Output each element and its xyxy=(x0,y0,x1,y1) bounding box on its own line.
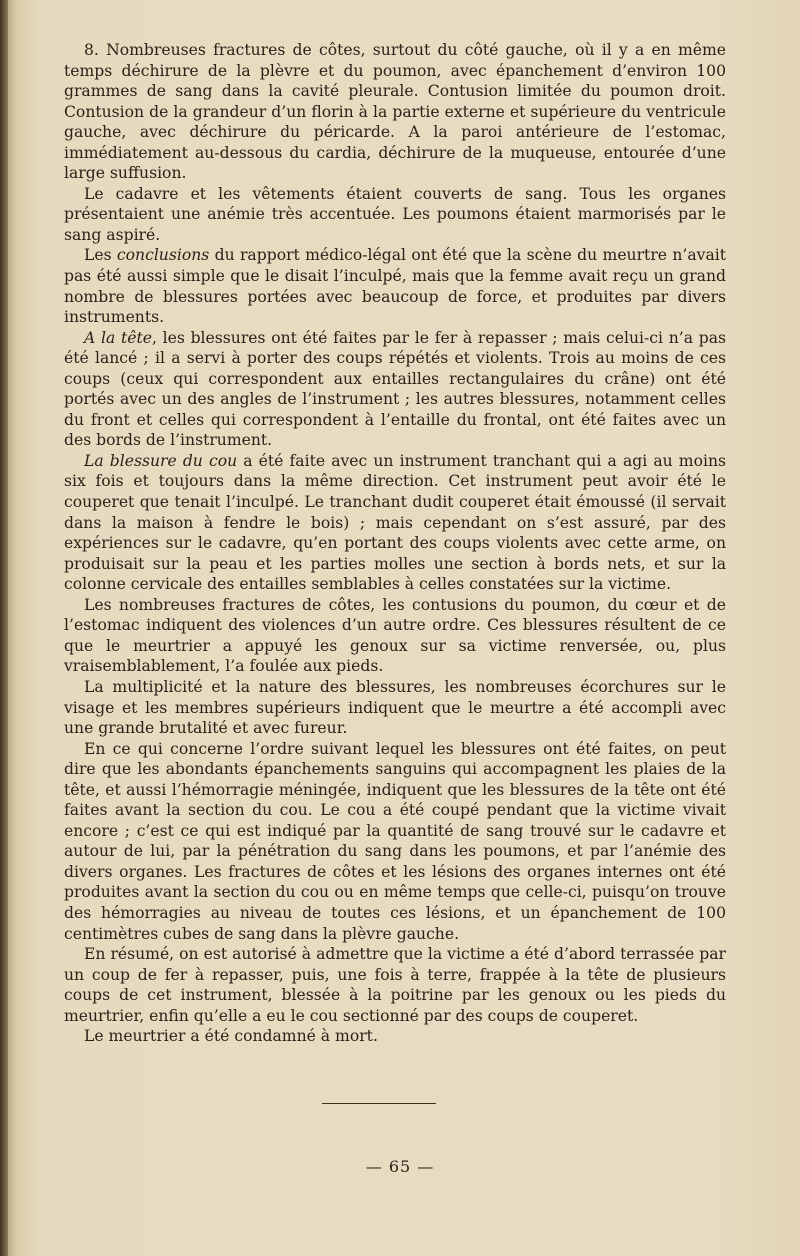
text-run: En ce qui concerne l’ordre suivant lequel les blessures ont été faites, on peut dire que les abondants épanchements sanguins qui accompagnent les plaies de la tête, et aussi l’hémorragie méningée, indiquent que les blessures de la tête ont été faites avant la section du cou. Le cou a été coupé pendant que la victime vivait encore ; c’est ce qui est indiqué par la quantité de sang trouvé sur le cadavre et autour de lui, par la pénétration du sang dans les poumons, et par l’anémie des divers organes. Les fractures de côtes et les lésions des organes internes ont été produites avant la section du cou ou en même temps que celle-ci, puisqu’on trouve des hémorragies au niveau de toutes ces lésions, et un épanchement de 100 centimètres cubes de sang dans la plèvre gauche. xyxy=(64,739,726,943)
text-run: Les nombreuses fractures de côtes, les contusions du poumon, du cœur et de l’estomac indiquent des violences d’un autre ordre. Ces blessures résultent de ce que le meurtrier a appuyé les genoux sur sa victime renversée, ou, plus vraisemblablement, l’a foulée aux pieds. xyxy=(64,595,726,676)
paragraph-1 xyxy=(64,40,726,184)
text-run: Le cadavre et les vêtements étaient couverts de sang. Tous les organes présentaient une anémie très accentuée. Les poumons étaient marmorisés par le sang aspiré. xyxy=(64,184,726,244)
paragraph-8 xyxy=(64,739,726,944)
text-run: du rapport médico-légal ont été que la scène du meurtre n’avait pas été aussi simple que le disait l’inculpé, mais que la femme avait reçu un grand nombre de blessures portées avec beaucoup de force, et produites par divers instruments. xyxy=(64,246,726,327)
text-run: 8. Nombreuses fractures de côtes, surtout du côté gauche, où il y a en même temps déchirure de la plèvre et du poumon, avec épanchement d’environ 100 grammes de sang dans la cavité pleurale. Contusion limitée du poumon droit. Contusion de la grandeur d’un florin à la partie externe et supérieure du ventricule gauche, avec déchirure du péricarde. A la paroi antérieure de l’estomac, immédiatement au-dessous du cardia, déchirure de la muqueuse, entourée d’une large suffusion. xyxy=(64,41,726,183)
text-run: Le meurtrier a été condamné à mort. xyxy=(84,1027,378,1046)
italic-phrase: conclusions xyxy=(116,246,210,265)
paragraph-9 xyxy=(64,944,726,1026)
paragraph-5 xyxy=(64,451,726,595)
body-text xyxy=(64,40,726,1047)
page-number: — 65 — xyxy=(365,1157,435,1176)
text-run: , les blessures ont été faites par le fer à repasser ; mais celui-ci n’a pas été lancé ; il a servi à porter des coups répétés et violents. Trois au moins de ces coups (ceux qui correspondent aux entailles rectangulaires du crâne) ont été portés avec un des angles de l’instrument ; les autres blessures, notamment celles du front et celles qui correspondent à l’entaille du frontal, ont été faites avec un des bords de l’instrument. xyxy=(64,328,726,450)
text-run: Les xyxy=(84,246,117,265)
footer-rule xyxy=(322,1103,436,1104)
text-run: a été faite avec un instrument tranchant qui a agi au moins six fois et toujours dans la même direction. Cet instrument peut avoir été le couperet que tenait l’inculpé. Le tranchant dudit couperet était émoussé (il servait dans la maison à fendre le bois) ; mais cependant on s’est assuré, par des expériences sur le cadavre, qu’en portant des coups violents avec cette arme, on produisait sur la peau et les parties molles une section à bords nets, et sur la colonne cervicale des entailles semblables à celles constatées sur la victime. xyxy=(64,451,726,594)
paragraph-2 xyxy=(64,184,726,246)
paragraph-3 xyxy=(64,245,726,327)
paragraph-4 xyxy=(64,328,726,451)
italic-phrase: La blessure du cou xyxy=(84,451,238,470)
italic-phrase: A la tête xyxy=(84,328,152,347)
text-run: En résumé, on est autorisé à admettre que la victime a été d’abord terrassée par un coup de fer à repasser, puis, une fois à terre, frappée à la tête de plusieurs coups de cet instrument, blessée à la poitrine par les genoux ou les pieds du meurtrier, enfin qu’elle a eu le cou sectionné par des coups de couperet. xyxy=(64,945,726,1025)
paragraph-7 xyxy=(64,677,726,739)
book-spine-shadow xyxy=(0,0,8,1256)
paragraph-6 xyxy=(64,595,726,677)
text-run: La multiplicité et la nature des blessures, les nombreuses écorchures sur le visage et les membres supérieurs indiquent que le meurtre a été accompli avec une grande brutalité et avec fureur. xyxy=(64,677,726,738)
paragraph-10 xyxy=(64,1026,726,1047)
